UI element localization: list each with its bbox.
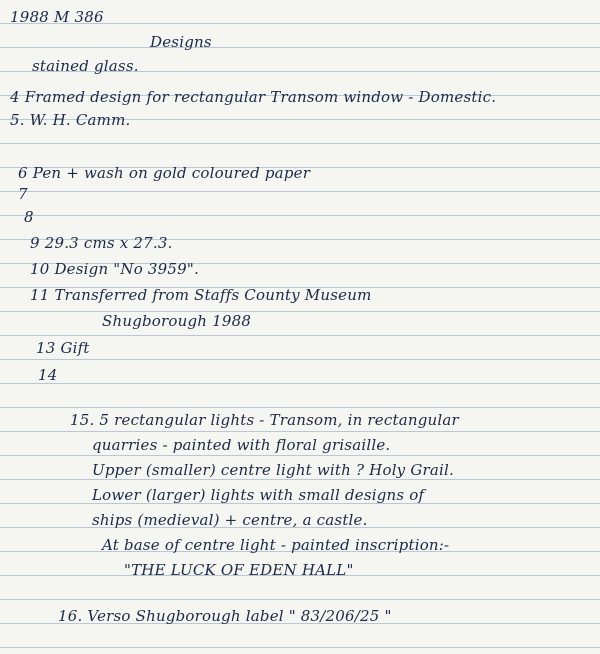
handwritten-line: 6 Pen + wash on gold coloured paper xyxy=(18,164,311,182)
handwritten-line: quarries - painted with floral grisaille. xyxy=(92,436,391,454)
handwritten-line: 15. 5 rectangular lights - Transom, in rectangular xyxy=(70,411,459,429)
handwritten-line: stained glass. xyxy=(32,57,139,75)
handwritten-line: 1988 M 386 xyxy=(10,8,104,26)
handwritten-line: "THE LUCK OF EDEN HALL" xyxy=(124,561,354,579)
handwritten-line: Shugborough 1988 xyxy=(102,312,252,330)
handwritten-line: Lower (larger) lights with small designs of xyxy=(92,486,425,504)
handwritten-line: 7 xyxy=(18,185,28,203)
handwritten-line: At base of centre light - painted inscription:- xyxy=(102,536,450,554)
handwritten-line: Upper (smaller) centre light with ? Holy Grail. xyxy=(92,461,454,479)
handwritten-line: 9 29.3 cms x 27.3. xyxy=(30,234,173,252)
handwritten-line: 4 Framed design for rectangular Transom window - Domestic. xyxy=(10,88,497,106)
handwritten-line: 16. Verso Shugborough label " 83/206/25 " xyxy=(58,607,392,625)
handwritten-line: 8 xyxy=(24,208,34,226)
handwritten-line: ships (medieval) + centre, a castle. xyxy=(92,511,368,529)
handwritten-line: 10 Design "No 3959". xyxy=(30,260,199,278)
handwritten-line: 11 Transferred from Staffs County Museum xyxy=(30,286,372,304)
handwritten-line: 13 Gift xyxy=(36,339,90,357)
handwritten-line: 14 xyxy=(38,366,58,384)
handwritten-line: 5. W. H. Camm. xyxy=(10,111,131,129)
handwritten-line: Designs xyxy=(150,33,212,51)
